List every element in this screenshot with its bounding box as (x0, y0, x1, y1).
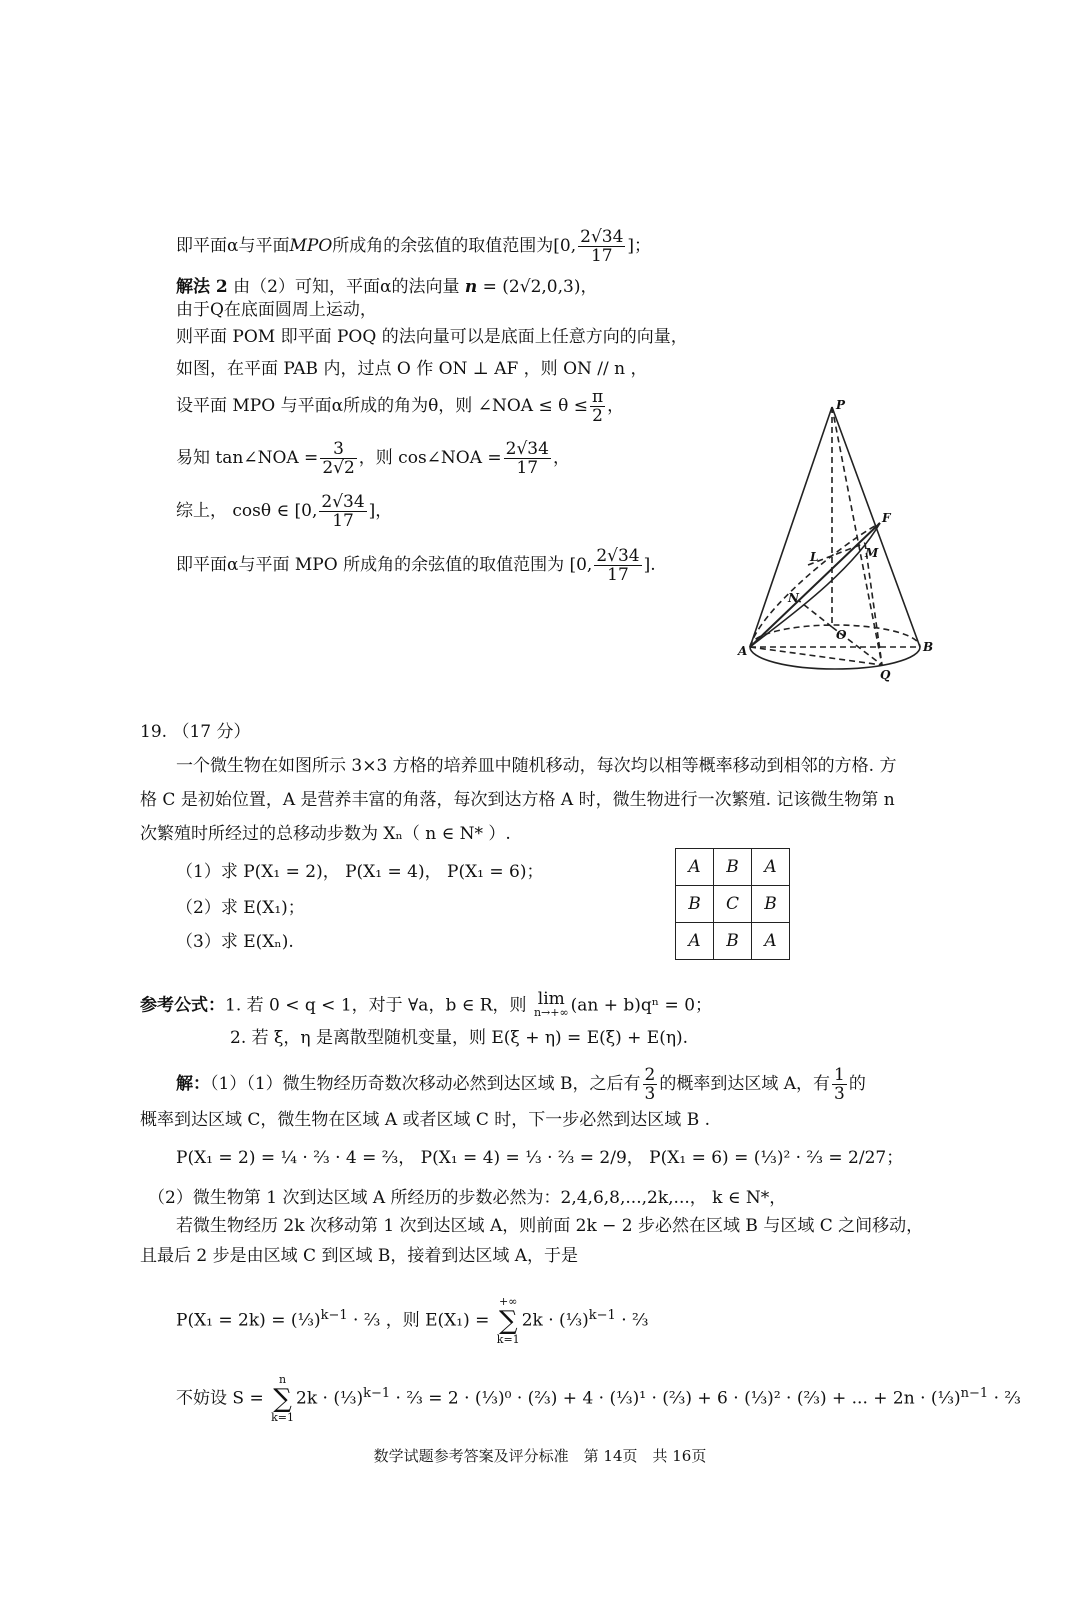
ref-formula-1: 参考公式：1. 若 0 < q < 1，对于 ∀a，b ∈ R，则 lim n→+∞ (an + b)qⁿ = 0； (140, 989, 713, 1019)
solution-line5: 若微生物经历 2k 次移动第 1 次到达区域 A，则前面 2k − 2 步必然在区域 B 与区域 C 之间移动， (176, 1216, 924, 1236)
solution-line2: 概率到达区域 C，微生物在区域 A 或者区域 C 时，下一步必然到达区域 B . (140, 1110, 711, 1130)
grid-cell: A (752, 923, 790, 960)
label-P: P (836, 398, 846, 412)
grid-cell: A (752, 849, 790, 886)
solution-line3: P(X₁ = 2) = ¼ · ⅔ · 4 = ⅔， P(X₁ = 4) = ⅓ · ⅔ = 2/9， P(X₁ = 6) = (⅓)² · ⅔ = 2/27； (176, 1148, 904, 1168)
grid-cell: A (676, 849, 714, 886)
grid-cell: A (676, 923, 714, 960)
method2-line8: 即平面α与平面 MPO 所成角的余弦值的取值范围为 [0, $\frac{2√34}{17}$ ]. (176, 546, 656, 585)
petri-grid (675, 848, 790, 960)
q19-sub3: （3）求 E(Xₙ). (176, 932, 294, 952)
label-M: M (865, 546, 879, 560)
method2-line2: 由于Q在底面圆周上运动， (176, 300, 377, 320)
q19-sub2: （2）求 E(X₁)； (176, 898, 305, 918)
method2-line3: 则平面 POM 即平面 POQ 的法向量可以是底面上任意方向的向量， (176, 327, 688, 347)
q19-title: 19. （17 分） (140, 722, 251, 742)
segment-ON (798, 600, 832, 627)
sol1-conclusion: 即平面α与平面MPO所成角的余弦值的取值范围为[0, $\frac{2√34}{17}$ ]； (176, 227, 652, 266)
q19-para2: 格 C 是初始位置，A 是营养丰富的角落，每次到达方格 A 时，微生物进行一次繁殖. 记该微生物第 n (140, 790, 895, 810)
q19-sub1: （1）求 P(X₁ = 2)， P(X₁ = 4)， P(X₁ = 6)； (176, 862, 544, 882)
solution-line4: （2）微生物第 1 次到达区域 A 所经历的步数必然为：2,4,6,8,...,2k,...， k ∈ N*， (148, 1188, 787, 1208)
grid-cell: B (714, 923, 752, 960)
method2-line5: 设平面 MPO 与平面α所成的角为θ，则 ∠NOA ≤ θ ≤ $\frac{\pi}{2}$ ， (176, 387, 625, 426)
grid-cell: B (752, 886, 790, 923)
cone-side-left (750, 407, 832, 647)
solution-line8: 不妨设 S = n ∑ k=1 2k · (⅓)$^{k-1}$ · ⅔ = 2 · (⅓)⁰ · (⅔) + 4 · (⅓)¹ · (⅔) + 6 · (⅓)² · (⅔) + ... + 2n · (⅓)$^{n-1}$ · ⅔ (176, 1373, 1021, 1424)
label-N: N (788, 591, 799, 605)
page-footer: 数学试题参考答案及评分标准 第 14页 共 16页 (373, 1447, 707, 1465)
method2-line4: 如图，在平面 PAB 内，过点 O 作 ON ⊥ AF ，则 ON // n ， (176, 359, 648, 379)
solution-line7: P(X₁ = 2k) = (⅓)$^{k-1}$ · ⅔ ，则 E(X₁) = +∞ ∑ k=1 2k · (⅓)$^{k-1}$ · ⅔ (176, 1295, 649, 1346)
label-B: B (923, 640, 934, 654)
grid-cell: C (714, 886, 752, 923)
method2-line6: 易知 tan∠NOA = $\frac{3}{2√2}$ ，则 cos∠NOA = $\frac{2√34}{17}$ ， (176, 439, 570, 478)
method2-line7: 综上， cosθ ∈ [0, $\frac{2√34}{17}$ ]， (176, 492, 393, 531)
grid-cell: B (714, 849, 752, 886)
label-F: F (882, 511, 891, 525)
label-O: O (836, 628, 847, 642)
segment-AQ (750, 647, 882, 665)
label-A: A (738, 644, 748, 658)
grid-cell: B (676, 886, 714, 923)
method2-line1: 解法 2 由（2）可知，平面α的法向量 n = (2√2,0,3)， (176, 277, 598, 297)
solution-line1: 解：（1）（1）微生物经历奇数次移动必然到达区域 B，之后有 $\frac{2}{3}$ 的概率到达区域 A，有 $\frac{1}{3}$ 的 (176, 1065, 866, 1104)
label-Q: Q (880, 668, 891, 682)
segment-AF (750, 523, 880, 647)
solution-line6: 且最后 2 步是由区域 C 到区域 B，接着到达区域 A，于是 (140, 1246, 579, 1266)
ref-formula-2: 2. 若 ξ，η 是离散型随机变量，则 E(ξ + η) = E(ξ) + E(η). (230, 1028, 689, 1048)
cone-figure (730, 395, 950, 685)
q19-para1: 一个微生物在如图所示 3×3 方格的培养皿中随机移动，每次均以相等概率移动到相邻的方格. 方 (176, 756, 897, 776)
label-L: L (810, 550, 819, 564)
q19-para3: 次繁殖时所经过的总移动步数为 Xₙ（ n ∈ N* ）. (140, 824, 511, 844)
